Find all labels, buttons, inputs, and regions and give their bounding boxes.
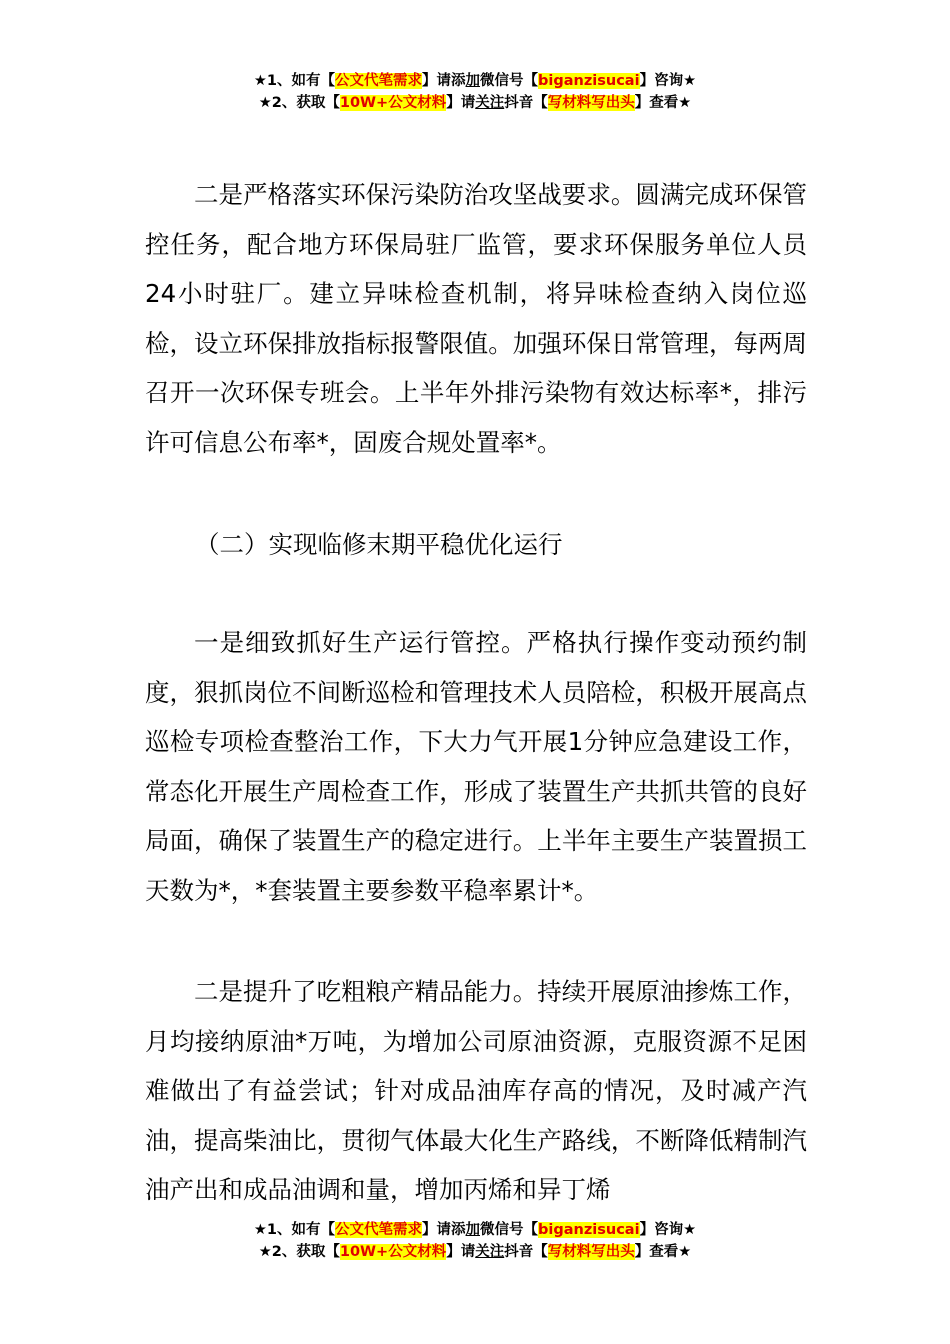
banner-text: 微信号【	[480, 73, 539, 89]
banner-underlined-text: 关注	[475, 95, 505, 111]
banner-text: 】咨询★	[639, 73, 697, 89]
banner-highlight-materials: 10W+公文材料	[339, 1244, 447, 1260]
banner-highlight-service: 公文代笔需求	[335, 73, 423, 89]
section-heading: （二）实现临修末期平稳优化运行	[195, 530, 563, 559]
footer-banner	[0, 1219, 950, 1263]
banner-line-1	[0, 70, 950, 92]
banner-text: 】请	[446, 1244, 476, 1260]
banner-text: 】请添	[422, 73, 466, 89]
banner-line-2	[0, 1241, 950, 1263]
banner-line-1	[0, 1219, 950, 1241]
banner-text: 】查看★	[634, 1244, 692, 1260]
banner-text: 】请	[446, 95, 476, 111]
paragraph-production-control: 一是细致抓好生产运行管控。严格执行操作变动预约制度，狠抓岗位不间断巡检和管理技术人员陪检，积极开展高点巡检专项检查整治工作，下大力气开展1分钟应急建设工作，常态化开展生产周检查工作，形成了装置生产共抓共管的良好局面，确保了装置生产的稳定进行。上半年主要生产装置损工天数为*，*套装置主要参数平稳率累计*。	[145, 628, 807, 905]
banner-text: ★2、获取【	[258, 1244, 340, 1260]
banner-highlight-service: 公文代笔需求	[335, 1222, 423, 1238]
banner-text: ★2、获取【	[258, 95, 340, 111]
banner-highlight-douyin-id: 写材料写出头	[547, 1244, 635, 1260]
banner-highlight-wechat-id: biganzisucai	[538, 73, 640, 89]
banner-text: 抖音【	[504, 95, 548, 111]
paragraph-crude-capability: 二是提升了吃粗粮产精品能力。持续开展原油掺炼工作，月均接纳原油*万吨，为增加公司原油资源，克服资源不足困难做出了有益尝试；针对成品油库存高的情况，及时减产汽油，提高柴油比，贯彻气体最大化生产路线，不断降低精制汽油产出和成品油调和量，增加丙烯和异丁烯	[145, 977, 807, 1205]
banner-text: 】查看★	[634, 95, 692, 111]
banner-underlined-text: 加	[465, 73, 481, 89]
banner-highlight-materials: 10W+公文材料	[339, 95, 447, 111]
banner-text: 】请添	[422, 1222, 466, 1238]
header-banner	[0, 70, 950, 114]
banner-text: ★1、如有【	[253, 1222, 336, 1238]
banner-text: 】咨询★	[639, 1222, 697, 1238]
banner-text: 抖音【	[504, 1244, 548, 1260]
banner-highlight-wechat-id: biganzisucai	[538, 1222, 640, 1238]
banner-underlined-text: 关注	[475, 1244, 505, 1260]
banner-text: ★1、如有【	[253, 73, 336, 89]
banner-line-2	[0, 92, 950, 114]
banner-text: 微信号【	[480, 1222, 539, 1238]
banner-underlined-text: 加	[465, 1222, 481, 1238]
banner-highlight-douyin-id: 写材料写出头	[547, 95, 635, 111]
paragraph-environmental: 二是严格落实环保污染防治攻坚战要求。圆满完成环保管控任务，配合地方环保局驻厂监管，要求环保服务单位人员24小时驻厂。建立异味检查机制，将异味检查纳入岗位巡检，设立环保排放指标报警限值。加强环保日常管理，每两周召开一次环保专班会。上半年外排污染物有效达标率*，排污许可信息公布率*，固废合规处置率*。	[145, 180, 807, 457]
